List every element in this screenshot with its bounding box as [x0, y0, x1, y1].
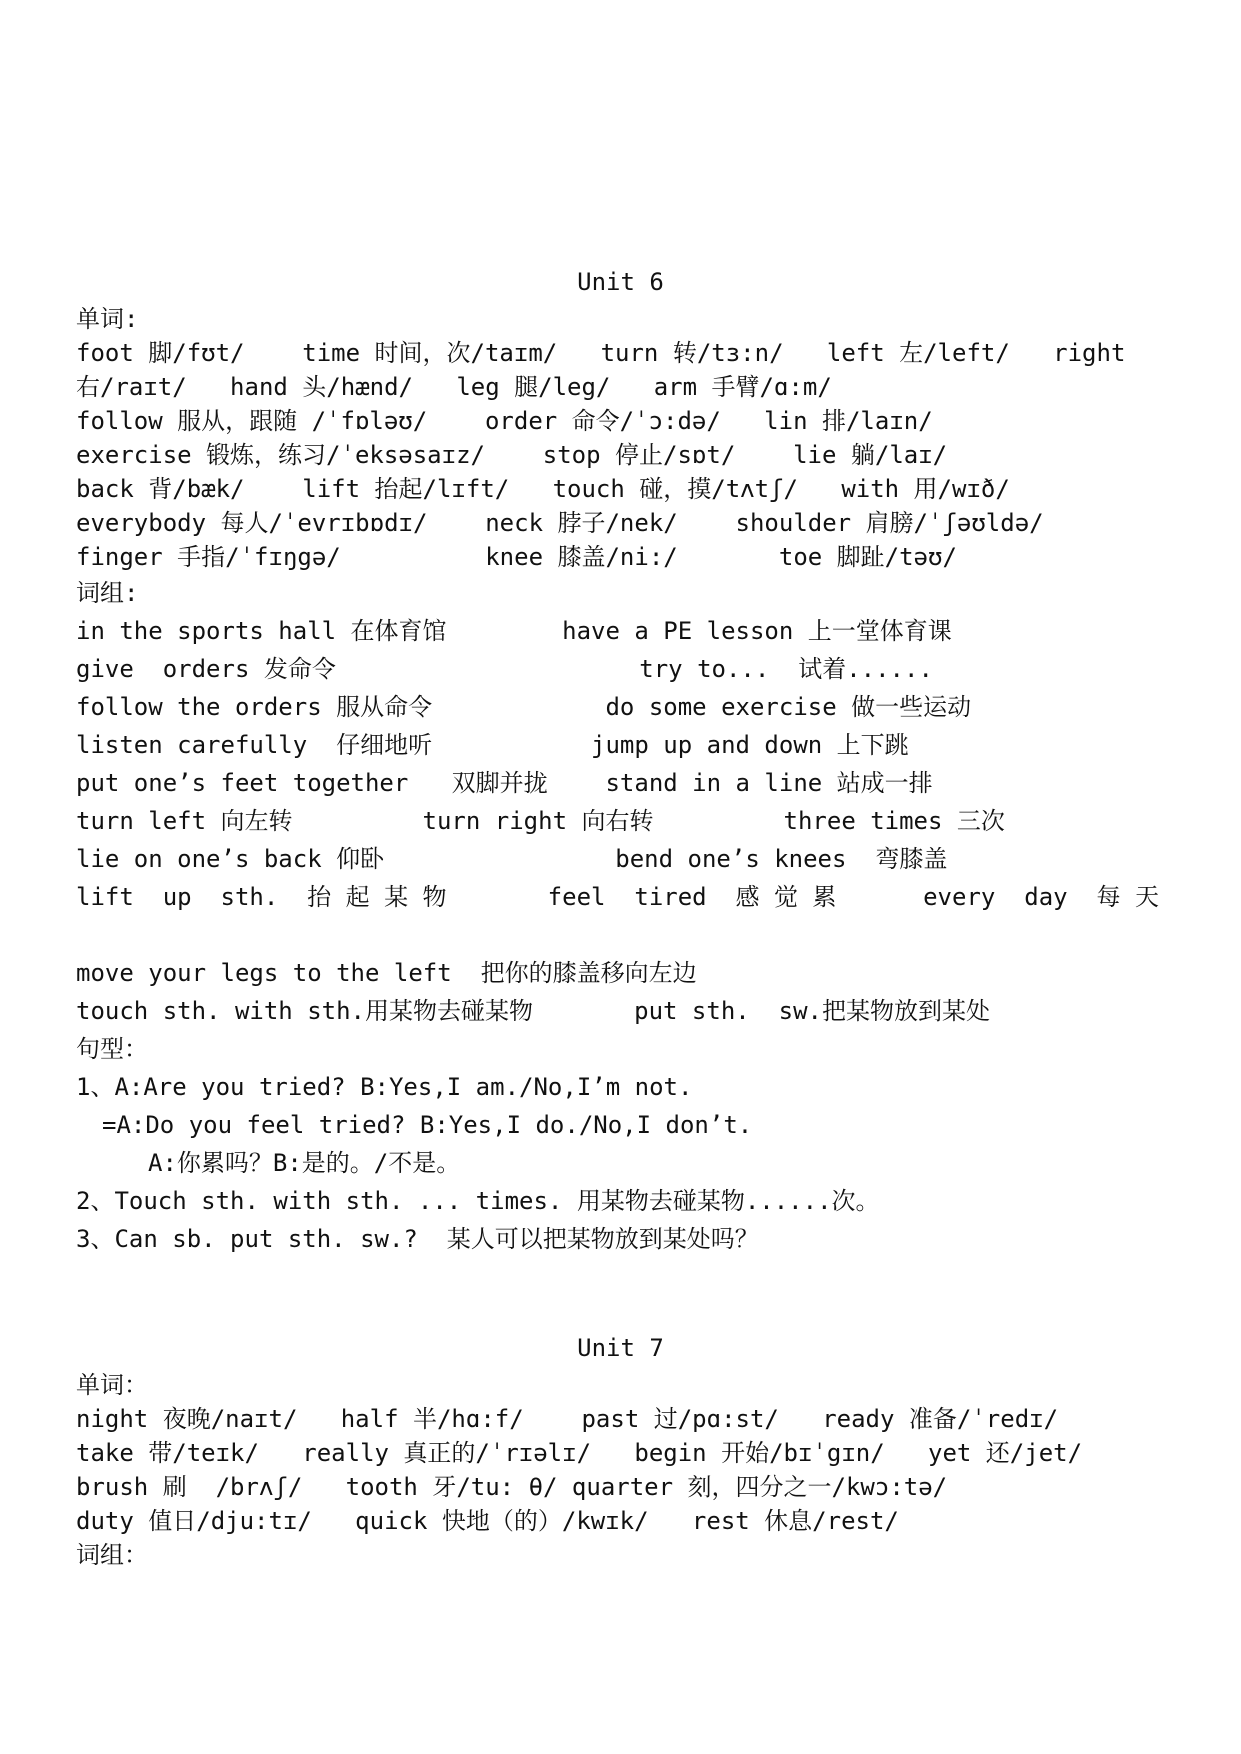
unit6-word-line: exercise 锻炼，练习/ˈeksəsaɪz/ stop 停止/sɒt/ lie 躺/laɪ/	[76, 441, 948, 469]
unit7-word-line: night 夜晚/naɪt/ half 半/hɑ:f/ past 过/pɑ:st/ ready 准备/ˈredɪ/	[76, 1405, 1059, 1433]
unit7-words-label: 单词：	[76, 1371, 148, 1399]
unit6-phrase-line: put one’s feet together 双脚并拢 stand in a line 站成一排	[76, 769, 933, 797]
unit6-phrase-line: lie on one’s back 仰卧 bend one’s knees 弯膝盖	[76, 845, 948, 873]
unit6-phrase-line: touch sth. with sth.用某物去碰某物 put sth. sw.把某物放到某处	[76, 997, 990, 1025]
unit7-title: Unit 7	[577, 1334, 664, 1362]
unit6-phrase-line: in the sports hall 在体育馆 have a PE lesson 上一堂体育课	[76, 617, 952, 645]
unit6-words-label: 单词:	[76, 305, 139, 333]
unit6-word-line: finger 手指/ˈfɪŋgə/ knee 膝盖/ni:/ toe 脚趾/təʊ/	[76, 543, 957, 571]
unit6-phrases-label: 词组:	[76, 579, 139, 607]
unit6-word-line: follow 服从，跟随 /ˈfɒləʊ/ order 命令/ˈɔ:də/ lin 排/laɪn/	[76, 407, 933, 435]
unit6-sentence-line: =A:Do you feel tried? B:Yes,I do./No,I don’t.	[102, 1111, 753, 1139]
unit6-phrase-line: turn left 向左转 turn right 向右转 three times 三次	[76, 807, 1005, 835]
unit6-title: Unit 6	[577, 268, 664, 296]
unit6-word-line: 右/raɪt/ hand 头/hænd/ leg 腿/leg/ arm 手臂/ɑ:m/	[76, 373, 832, 401]
unit6-phrase-line: lift up sth. 抬 起 某 物 feel tired 感 觉 累 every day 每 天	[76, 883, 1159, 911]
unit6-phrase-line: follow the orders 服从命令 do some exercise 做一些运动	[76, 693, 972, 721]
unit6-word-line: back 背/bæk/ lift 抬起/lɪft/ touch 碰，摸/tʌtʃ/ with 用/wɪð/	[76, 475, 1010, 503]
unit6-sentence-line: 3、Can sb. put sth. sw.? 某人可以把某物放到某处吗？	[76, 1225, 759, 1253]
unit6-phrase-line: give orders 发命令 try to... 试着......	[76, 655, 933, 683]
unit6-sentence-line: 1、A:Are you tried? B:Yes,I am./No,I’m not.	[76, 1073, 693, 1101]
unit6-sentences-label: 句型：	[76, 1035, 148, 1063]
unit7-word-line: brush 刷 /brʌʃ/ tooth 牙/tu: θ/ quarter 刻，四分之一/kwɔ:tə/	[76, 1473, 948, 1501]
unit6-sentence-line: A:你累吗？B:是的。/不是。	[148, 1149, 461, 1177]
unit6-word-line: foot 脚/fʊt/ time 时间，次/taɪm/ turn 转/tɜ:n/ left 左/left/ right	[76, 339, 1126, 367]
unit7-word-line: duty 值日/dju:tɪ/ quick 快地（的）/kwɪk/ rest 休息/rest/	[76, 1507, 899, 1535]
unit7-word-line: take 带/teɪk/ really 真正的/ˈrɪəlɪ/ begin 开始/bɪˈgɪn/ yet 还/jet/	[76, 1439, 1083, 1467]
unit6-sentence-line: 2、Touch sth. with sth. ... times. 用某物去碰某物......次。	[76, 1187, 880, 1215]
unit6-phrase-line: move your legs to the left 把你的膝盖移向左边	[76, 959, 697, 987]
unit6-phrase-line: listen carefully 仔细地听 jump up and down 上下跳	[76, 731, 909, 759]
unit7-phrases-label: 词组：	[76, 1541, 148, 1569]
unit6-word-line: everybody 每人/ˈevrɪbɒdɪ/ neck 脖子/nek/ shoulder 肩膀/ˈʃəʊldə/	[76, 509, 1044, 537]
